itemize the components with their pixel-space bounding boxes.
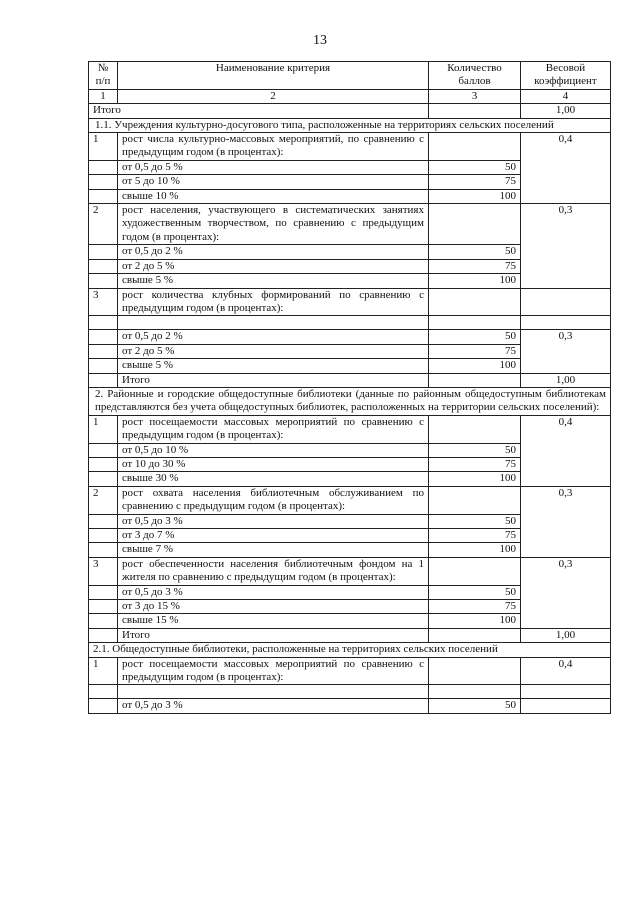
total-weight: 1,00 — [521, 628, 611, 642]
spacer-row — [89, 685, 611, 699]
range-points: 50 — [429, 245, 521, 259]
range-label: от 0,5 до 2 % — [118, 245, 429, 259]
page-number: 13 — [313, 33, 327, 48]
total-weight: 1,00 — [521, 373, 611, 387]
criterion-row — [89, 133, 611, 161]
criterion-num: 2 — [89, 486, 118, 514]
section-title: 2.1. Общедоступные библиотеки, расположенные на территориях сельских поселений — [89, 643, 611, 657]
range-points: 100 — [429, 274, 521, 288]
range-label: свыше 10 % — [118, 189, 429, 203]
criterion-name: рост населения, участвующего в систематических занятиях художественным творчеством, по сравнению с предыдущим годом (в процентах): — [118, 204, 429, 245]
range-label: от 0,5 до 5 % — [118, 160, 429, 174]
colnum-3: 3 — [429, 89, 521, 103]
range-label: от 0,5 до 2 % — [118, 330, 429, 344]
section-title-row — [89, 643, 611, 657]
range-points: 75 — [429, 259, 521, 273]
range-points: 50 — [429, 330, 521, 344]
range-label: свыше 30 % — [118, 472, 429, 486]
table-header-row — [89, 62, 611, 90]
criterion-num: 1 — [89, 657, 118, 685]
criterion-row — [89, 557, 611, 585]
range-label: от 0,5 до 3 % — [118, 585, 429, 599]
section-title: 2. Районные и городские общедоступные библиотеки (данные по районным общедоступным библиотекам представляются без учета общедоступных библиотек, расположенных на территории сельских поселений): — [89, 387, 611, 415]
total-row — [89, 104, 611, 118]
range-points: 50 — [429, 443, 521, 457]
range-label: от 3 до 7 % — [118, 529, 429, 543]
criterion-row — [89, 486, 611, 514]
range-label: свыше 5 % — [118, 359, 429, 373]
range-row — [89, 699, 611, 713]
range-points: 75 — [429, 600, 521, 614]
criterion-name: рост обеспеченности населения библиотечным фондом на 1 жителя по сравнению с предыдущим годом (в процентах): — [118, 557, 429, 585]
criterion-row — [89, 657, 611, 685]
colnum-1: 1 — [89, 89, 118, 103]
criterion-name: рост посещаемости массовых мероприятий по сравнению с предыдущим годом (в процентах): — [118, 657, 429, 685]
criterion-weight: 0,3 — [521, 204, 611, 288]
range-points: 100 — [429, 472, 521, 486]
criterion-name: рост количества клубных формирований по сравнению с предыдущим годом (в процентах): — [118, 288, 429, 316]
range-row — [89, 330, 611, 344]
range-points: 100 — [429, 359, 521, 373]
range-label: от 2 до 5 % — [118, 259, 429, 273]
range-label: от 5 до 10 % — [118, 175, 429, 189]
range-points: 75 — [429, 175, 521, 189]
total-label: Итого — [89, 104, 429, 118]
range-label: от 2 до 5 % — [118, 344, 429, 358]
range-label: от 0,5 до 3 % — [118, 514, 429, 528]
header-points: Количество баллов — [429, 62, 521, 90]
range-label: от 0,5 до 3 % — [118, 699, 429, 713]
criterion-weight: 0,4 — [521, 133, 611, 204]
range-points: 50 — [429, 699, 521, 713]
range-points: 50 — [429, 585, 521, 599]
column-number-row — [89, 89, 611, 103]
criteria-table — [88, 61, 611, 714]
colnum-2: 2 — [118, 89, 429, 103]
criterion-num: 1 — [89, 415, 118, 443]
section-title-row — [89, 118, 611, 132]
range-points: 100 — [429, 614, 521, 628]
total-row — [89, 628, 611, 642]
header-num: № п/п — [89, 62, 118, 90]
range-label: от 10 до 30 % — [118, 457, 429, 471]
range-label: от 0,5 до 10 % — [118, 443, 429, 457]
range-points: 75 — [429, 457, 521, 471]
range-label: свыше 7 % — [118, 543, 429, 557]
criterion-num: 1 — [89, 133, 118, 161]
criterion-name: рост числа культурно-массовых мероприятий, по сравнению с предыдущим годом (в процентах): — [118, 133, 429, 161]
section-title-row — [89, 387, 611, 415]
criterion-num: 2 — [89, 204, 118, 245]
criterion-weight: 0,3 — [521, 330, 611, 373]
criterion-num: 3 — [89, 557, 118, 585]
total-label: Итого — [118, 628, 429, 642]
criterion-weight: 0,4 — [521, 415, 611, 486]
criterion-name: рост посещаемости массовых мероприятий по сравнению с предыдущим годом (в процентах): — [118, 415, 429, 443]
criterion-weight: 0,3 — [521, 557, 611, 628]
range-points: 100 — [429, 189, 521, 203]
header-name: Наименование критерия — [118, 62, 429, 90]
range-label: свыше 5 % — [118, 274, 429, 288]
criterion-row — [89, 204, 611, 245]
section-title: 1.1. Учреждения культурно-досугового типа, расположенные на территориях сельских поселений — [89, 118, 611, 132]
total-row — [89, 373, 611, 387]
range-label: от 3 до 15 % — [118, 600, 429, 614]
criterion-weight: 0,3 — [521, 486, 611, 557]
total-label: Итого — [118, 373, 429, 387]
criterion-weight: 0,4 — [521, 657, 611, 685]
criterion-row — [89, 415, 611, 443]
range-points: 75 — [429, 529, 521, 543]
header-weight: Весовой коэффициент — [521, 62, 611, 90]
range-label: свыше 15 % — [118, 614, 429, 628]
colnum-4: 4 — [521, 89, 611, 103]
spacer-row — [89, 316, 611, 330]
range-points: 50 — [429, 514, 521, 528]
criterion-num: 3 — [89, 288, 118, 316]
range-points: 100 — [429, 543, 521, 557]
range-points: 75 — [429, 344, 521, 358]
criterion-name: рост охвата населения библиотечным обслуживанием по сравнению с предыдущим годом (в процентах): — [118, 486, 429, 514]
total-weight: 1,00 — [521, 104, 611, 118]
range-points: 50 — [429, 160, 521, 174]
criterion-row — [89, 288, 611, 316]
